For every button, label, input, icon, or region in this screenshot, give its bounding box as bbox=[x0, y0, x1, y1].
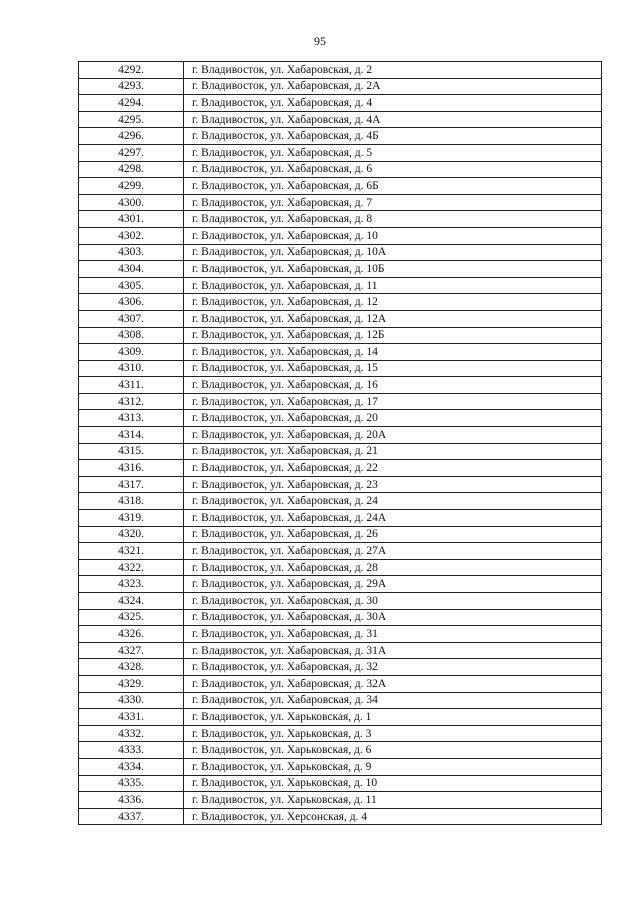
row-number-cell: 4315. bbox=[79, 443, 184, 460]
address-cell: г. Владивосток, ул. Хабаровская, д. 34 bbox=[184, 692, 602, 709]
row-number-cell: 4325. bbox=[79, 609, 184, 626]
table-row bbox=[79, 161, 602, 178]
row-number-cell: 4332. bbox=[79, 725, 184, 742]
table-row bbox=[79, 460, 602, 477]
table-row bbox=[79, 78, 602, 95]
address-cell: г. Владивосток, ул. Хабаровская, д. 4Б bbox=[184, 128, 602, 145]
address-cell: г. Владивосток, ул. Хабаровская, д. 32 bbox=[184, 659, 602, 676]
row-number-cell: 4324. bbox=[79, 593, 184, 610]
table-row bbox=[79, 111, 602, 128]
row-number-cell: 4334. bbox=[79, 758, 184, 775]
table-row bbox=[79, 294, 602, 311]
address-cell: г. Владивосток, ул. Хабаровская, д. 12А bbox=[184, 310, 602, 327]
address-cell: г. Владивосток, ул. Харьковская, д. 3 bbox=[184, 725, 602, 742]
row-number-cell: 4328. bbox=[79, 659, 184, 676]
row-number-cell: 4335. bbox=[79, 775, 184, 792]
table-row bbox=[79, 244, 602, 261]
address-cell: г. Владивосток, ул. Хабаровская, д. 24 bbox=[184, 493, 602, 510]
address-cell: г. Владивосток, ул. Хабаровская, д. 12 bbox=[184, 294, 602, 311]
row-number-cell: 4303. bbox=[79, 244, 184, 261]
row-number-cell: 4309. bbox=[79, 344, 184, 361]
row-number-cell: 4316. bbox=[79, 460, 184, 477]
address-cell: г. Владивосток, ул. Хабаровская, д. 23 bbox=[184, 476, 602, 493]
table-row bbox=[79, 609, 602, 626]
row-number-cell: 4318. bbox=[79, 493, 184, 510]
address-cell: г. Владивосток, ул. Хабаровская, д. 26 bbox=[184, 526, 602, 543]
table-row bbox=[79, 95, 602, 112]
table-row bbox=[79, 360, 602, 377]
table-row bbox=[79, 626, 602, 643]
address-cell: г. Владивосток, ул. Харьковская, д. 1 bbox=[184, 709, 602, 726]
row-number-cell: 4313. bbox=[79, 410, 184, 427]
table-row bbox=[79, 144, 602, 161]
address-cell: г. Владивосток, ул. Хабаровская, д. 31А bbox=[184, 642, 602, 659]
row-number-cell: 4292. bbox=[79, 62, 184, 79]
table-row bbox=[79, 344, 602, 361]
row-number-cell: 4317. bbox=[79, 476, 184, 493]
table-row bbox=[79, 808, 602, 825]
address-cell: г. Владивосток, ул. Хабаровская, д. 7 bbox=[184, 194, 602, 211]
address-cell: г. Владивосток, ул. Хабаровская, д. 22 bbox=[184, 460, 602, 477]
table-row bbox=[79, 493, 602, 510]
row-number-cell: 4319. bbox=[79, 510, 184, 527]
table-row bbox=[79, 476, 602, 493]
address-cell: г. Владивосток, ул. Хабаровская, д. 12Б bbox=[184, 327, 602, 344]
table-row bbox=[79, 393, 602, 410]
address-cell: г. Владивосток, ул. Хабаровская, д. 27А bbox=[184, 543, 602, 560]
address-cell: г. Владивосток, ул. Хабаровская, д. 32А bbox=[184, 675, 602, 692]
table-row bbox=[79, 194, 602, 211]
row-number-cell: 4312. bbox=[79, 393, 184, 410]
page-number: 95 bbox=[314, 34, 326, 48]
table-row bbox=[79, 593, 602, 610]
table-row bbox=[79, 725, 602, 742]
table-row bbox=[79, 427, 602, 444]
address-cell: г. Владивосток, ул. Хабаровская, д. 21 bbox=[184, 443, 602, 460]
row-number-cell: 4311. bbox=[79, 377, 184, 394]
table-row bbox=[79, 410, 602, 427]
table-row bbox=[79, 709, 602, 726]
row-number-cell: 4337. bbox=[79, 808, 184, 825]
table-row bbox=[79, 692, 602, 709]
table-row bbox=[79, 327, 602, 344]
row-number-cell: 4329. bbox=[79, 675, 184, 692]
address-cell: г. Владивосток, ул. Харьковская, д. 9 bbox=[184, 758, 602, 775]
table-row bbox=[79, 659, 602, 676]
table-row bbox=[79, 128, 602, 145]
row-number-cell: 4314. bbox=[79, 427, 184, 444]
address-cell: г. Владивосток, ул. Хабаровская, д. 30 bbox=[184, 593, 602, 610]
row-number-cell: 4294. bbox=[79, 95, 184, 112]
address-cell: г. Владивосток, ул. Хабаровская, д. 30А bbox=[184, 609, 602, 626]
address-cell: г. Владивосток, ул. Хабаровская, д. 17 bbox=[184, 393, 602, 410]
address-cell: г. Владивосток, ул. Хабаровская, д. 2А bbox=[184, 78, 602, 95]
row-number-cell: 4295. bbox=[79, 111, 184, 128]
row-number-cell: 4321. bbox=[79, 543, 184, 560]
address-cell: г. Владивосток, ул. Харьковская, д. 10 bbox=[184, 775, 602, 792]
row-number-cell: 4330. bbox=[79, 692, 184, 709]
row-number-cell: 4297. bbox=[79, 144, 184, 161]
row-number-cell: 4298. bbox=[79, 161, 184, 178]
table-row bbox=[79, 261, 602, 278]
address-cell: г. Владивосток, ул. Хабаровская, д. 20 bbox=[184, 410, 602, 427]
table-row bbox=[79, 775, 602, 792]
table-row bbox=[79, 792, 602, 809]
row-number-cell: 4331. bbox=[79, 709, 184, 726]
address-cell: г. Владивосток, ул. Хабаровская, д. 29А bbox=[184, 576, 602, 593]
row-number-cell: 4320. bbox=[79, 526, 184, 543]
row-number-cell: 4293. bbox=[79, 78, 184, 95]
address-cell: г. Владивосток, ул. Хабаровская, д. 4А bbox=[184, 111, 602, 128]
table-row bbox=[79, 377, 602, 394]
address-cell: г. Владивосток, ул. Хабаровская, д. 5 bbox=[184, 144, 602, 161]
address-cell: г. Владивосток, ул. Хабаровская, д. 31 bbox=[184, 626, 602, 643]
address-cell: г. Владивосток, ул. Хабаровская, д. 20А bbox=[184, 427, 602, 444]
address-cell: г. Владивосток, ул. Хабаровская, д. 2 bbox=[184, 62, 602, 79]
address-cell: г. Владивосток, ул. Хабаровская, д. 10 bbox=[184, 227, 602, 244]
table-row bbox=[79, 62, 602, 79]
row-number-cell: 4301. bbox=[79, 211, 184, 228]
address-cell: г. Владивосток, ул. Харьковская, д. 6 bbox=[184, 742, 602, 759]
address-cell: г. Владивосток, ул. Харьковская, д. 11 bbox=[184, 792, 602, 809]
row-number-cell: 4308. bbox=[79, 327, 184, 344]
address-table-body bbox=[79, 62, 602, 825]
row-number-cell: 4310. bbox=[79, 360, 184, 377]
address-cell: г. Владивосток, ул. Хабаровская, д. 16 bbox=[184, 377, 602, 394]
row-number-cell: 4307. bbox=[79, 310, 184, 327]
row-number-cell: 4336. bbox=[79, 792, 184, 809]
address-table bbox=[78, 61, 602, 825]
row-number-cell: 4296. bbox=[79, 128, 184, 145]
row-number-cell: 4306. bbox=[79, 294, 184, 311]
table-row bbox=[79, 277, 602, 294]
table-row bbox=[79, 559, 602, 576]
row-number-cell: 4326. bbox=[79, 626, 184, 643]
row-number-cell: 4299. bbox=[79, 178, 184, 195]
address-cell: г. Владивосток, ул. Хабаровская, д. 6 bbox=[184, 161, 602, 178]
table-row bbox=[79, 543, 602, 560]
address-cell: г. Владивосток, ул. Хабаровская, д. 24А bbox=[184, 510, 602, 527]
row-number-cell: 4305. bbox=[79, 277, 184, 294]
table-row bbox=[79, 742, 602, 759]
row-number-cell: 4327. bbox=[79, 642, 184, 659]
table-row bbox=[79, 758, 602, 775]
table-row bbox=[79, 227, 602, 244]
address-cell: г. Владивосток, ул. Хабаровская, д. 10А bbox=[184, 244, 602, 261]
address-cell: г. Владивосток, ул. Хабаровская, д. 28 bbox=[184, 559, 602, 576]
row-number-cell: 4302. bbox=[79, 227, 184, 244]
table-row bbox=[79, 642, 602, 659]
row-number-cell: 4300. bbox=[79, 194, 184, 211]
row-number-cell: 4304. bbox=[79, 261, 184, 278]
row-number-cell: 4322. bbox=[79, 559, 184, 576]
address-cell: г. Владивосток, ул. Хабаровская, д. 14 bbox=[184, 344, 602, 361]
address-cell: г. Владивосток, ул. Хабаровская, д. 6Б bbox=[184, 178, 602, 195]
table-row bbox=[79, 526, 602, 543]
address-cell: г. Владивосток, ул. Хабаровская, д. 8 bbox=[184, 211, 602, 228]
address-cell: г. Владивосток, ул. Хабаровская, д. 11 bbox=[184, 277, 602, 294]
table-row bbox=[79, 443, 602, 460]
table-row bbox=[79, 510, 602, 527]
address-cell: г. Владивосток, ул. Хабаровская, д. 4 bbox=[184, 95, 602, 112]
table-row bbox=[79, 211, 602, 228]
address-cell: г. Владивосток, ул. Херсонская, д. 4 bbox=[184, 808, 602, 825]
row-number-cell: 4333. bbox=[79, 742, 184, 759]
address-cell: г. Владивосток, ул. Хабаровская, д. 15 bbox=[184, 360, 602, 377]
table-row bbox=[79, 576, 602, 593]
table-row bbox=[79, 178, 602, 195]
address-cell: г. Владивосток, ул. Хабаровская, д. 10Б bbox=[184, 261, 602, 278]
row-number-cell: 4323. bbox=[79, 576, 184, 593]
table-row bbox=[79, 310, 602, 327]
table-row bbox=[79, 675, 602, 692]
